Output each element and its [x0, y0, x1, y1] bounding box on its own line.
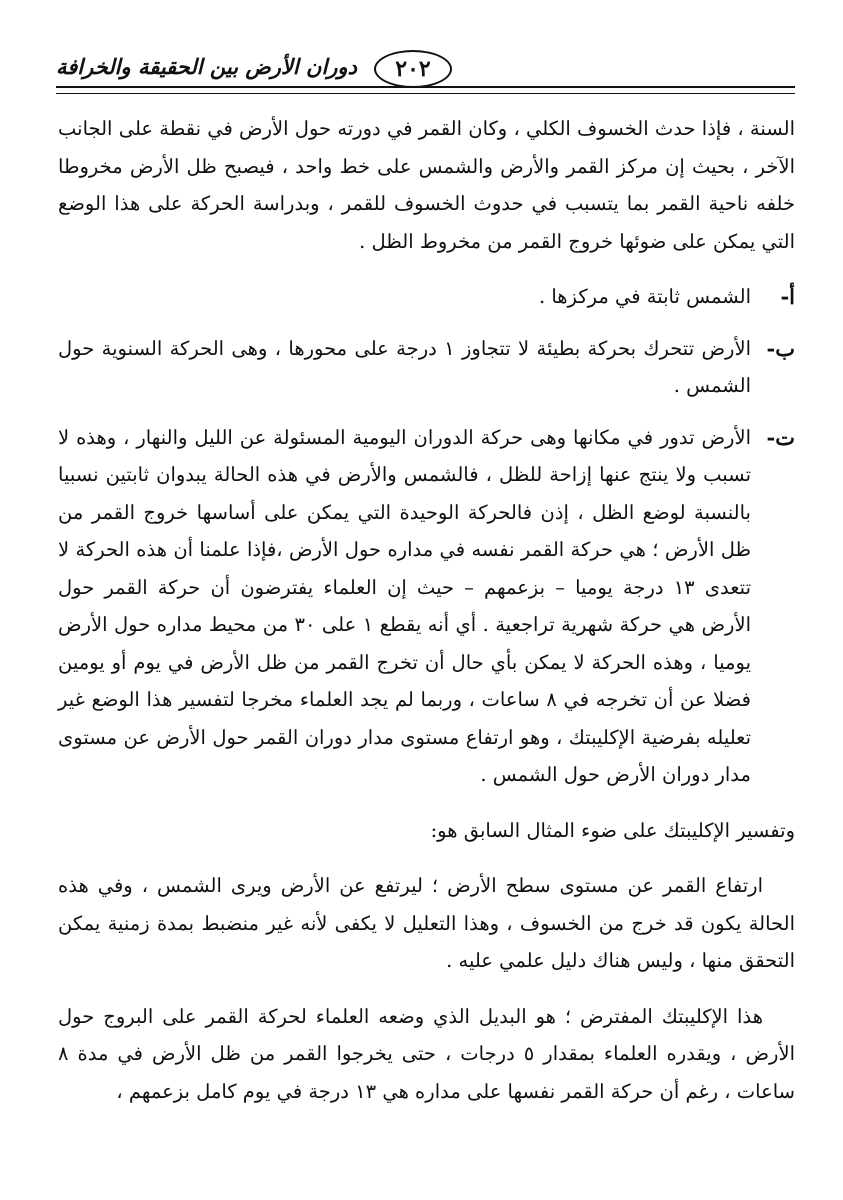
list-item-text: الأرض تدور في مكانها وهى حركة الدوران اليومية المسئولة عن الليل والنهار ، وهذه لا تسبب ولا ينتج عنها إزاحة للظل ، فالشمس والأرض في هذه الحالة يبدوان ثابتين نسبيا بالنسبة لوضع الظل ، إذن فالحركة الوحيدة التي يمكن على أساسها خروج القمر من ظل الأرض ؛ هي حركة القمر نفسه في مداره حول الأرض ،فإذا علمنا أن هذه الحركة لا تتعدى ١٣ درجة يوميا – بزعمهم – حيث إن العلماء يفترضون أن حركة القمر حول الأرض هي حركة شهرية تراجعية . أي أنه يقطع ١ على ٣٠ من محيط مداره حول الأرض يوميا ، وهذه الحركة لا يمكن بأي حال أن تخرج القمر من ظل الأرض في يوم أو يومين فضلا عن أن تخرجه في ٨ ساعات ، وربما لم يجد العلماء مخرجا لتفسير هذا الوضع غير تعليله بفرضية الإكليبتك ، وهو ارتفاع مستوى مدار دوران القمر حول الأرض عن مستوى مدار دوران الأرض حول الشمس . — [58, 425, 752, 786]
list-item-text: الشمس ثابتة في مركزها . — [538, 285, 751, 308]
paragraph-4: هذا الإكليبتك المفترض ؛ هو البديل الذي وضعه العلماء لحركة القمر على البروج حول الأرض ، ويقدره العلماء بمقدار ٥ درجات ، حتى يخرجوا القمر من ظل الأرض في مدة ٨ ساعات ، رغم أن حركة القمر نفسها على مداره هي ١٣ درجة في يوم كامل بزعمهم ، — [58, 1004, 795, 1103]
paragraph-3: ارتفاع القمر عن مستوى سطح الأرض ؛ ليرتفع عن الأرض ويرى الشمس ، وفي هذه الحالة يكون قد خرج من الخسوف ، وهذا التعليل لا يكفى لأنه غير منضبط بمدة زمنية يمكن التحقق منها ، وليس هناك دليل علمي عليه . — [58, 874, 795, 972]
list-item-t — [58, 419, 795, 794]
list-item-a — [58, 278, 795, 316]
list-item-text: الأرض تتحرك بحركة بطيئة لا تتجاوز ١ درجة على محورها ، وهى الحركة السنوية حول الشمس . — [58, 336, 752, 397]
running-title: دوران الأرض بين الحقيقة والخرافة — [56, 54, 357, 79]
page-header — [56, 50, 795, 90]
list-item-letter: ت- — [766, 424, 795, 450]
header-rule — [56, 86, 795, 94]
body-text — [58, 110, 795, 1110]
page-number: ٢٠٢ — [374, 50, 452, 88]
paragraph-1: السنة ، فإذا حدث الخسوف الكلي ، وكان القمر في دورته حول الأرض في نقطة على الجانب الآخر ، بحيث إن مركز القمر والأرض والشمس على خط واحد ، فيصبح ظل الأرض مخروطا خلفه ناحية القمر بما يتسبب في حدوث الخسوف للقمر ، وبدراسة الحركة على هذا الوضع التي يمكن على ضوئها خروج القمر من مخروط الظل . — [58, 117, 795, 253]
list-item-letter: أ- — [780, 284, 795, 309]
list-item-letter: ب- — [766, 335, 795, 361]
paragraph-2: وتفسير الإكليبتك على ضوء المثال السابق هو: — [430, 818, 795, 842]
list-item-b — [58, 330, 795, 405]
